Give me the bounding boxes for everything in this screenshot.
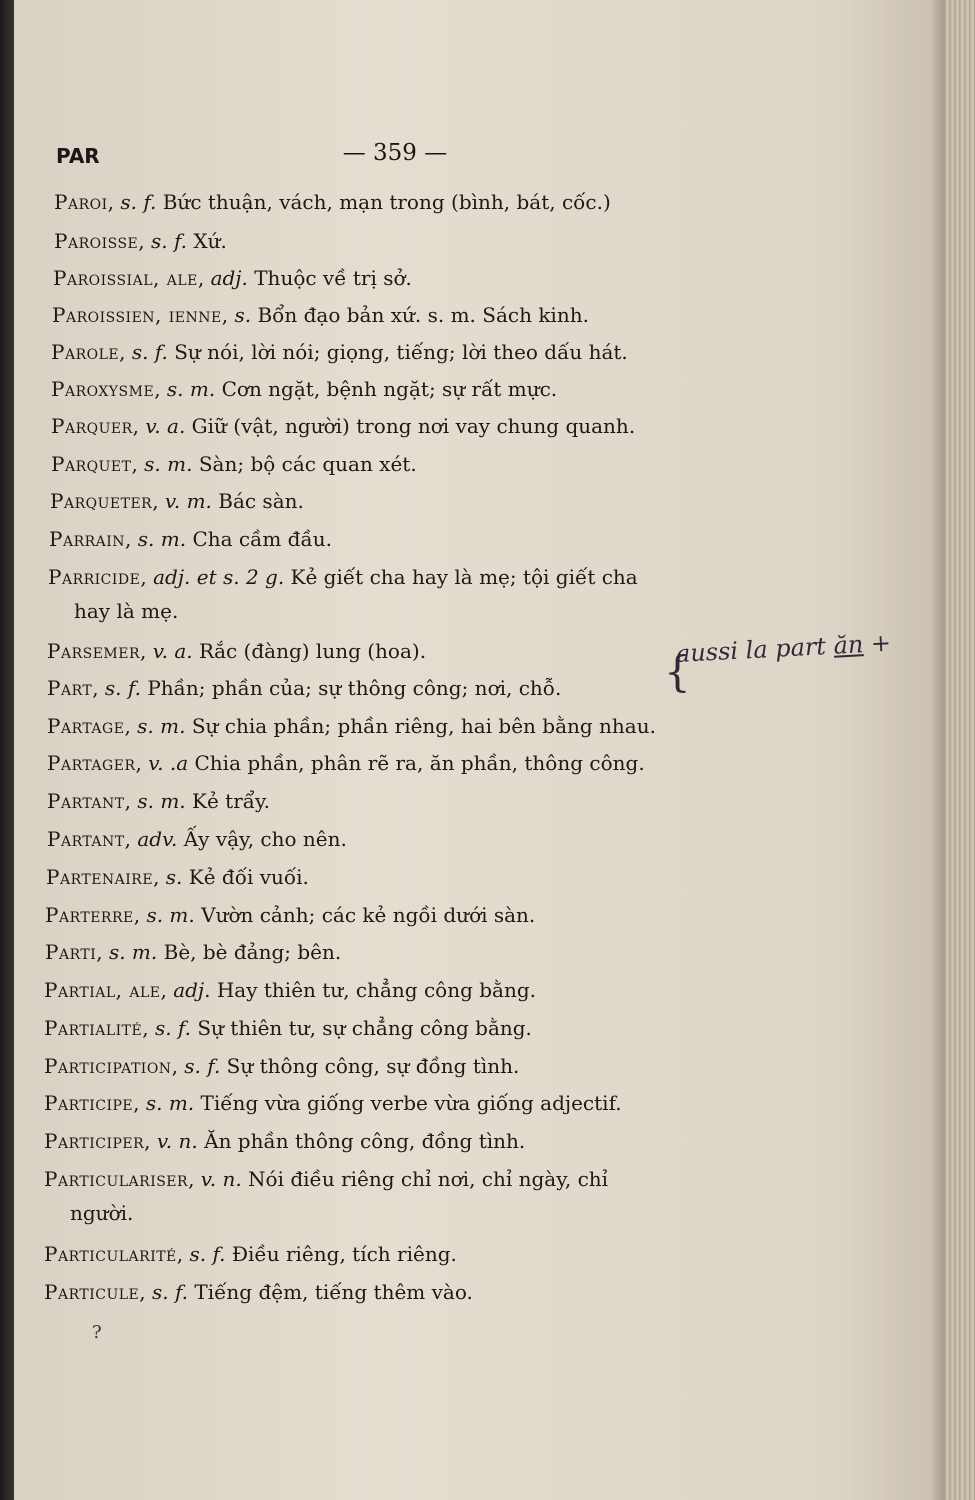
entry-definition: Xứ. (193, 229, 227, 253)
entry-definition: Thuộc về trị sở. (254, 266, 412, 290)
entry-headword: Parole (51, 340, 120, 364)
entry-headword: Parti (45, 940, 97, 964)
entry-definition: Cơn ngặt, bệnh ngặt; sự rất mực. (221, 377, 558, 401)
entry-headword: Partant (47, 789, 125, 813)
entry-grammar: v. .a (148, 751, 189, 775)
dictionary-entry: Partage, s. m. Sự chia phần; phần riêng, hai bên bằng nhau. (47, 714, 656, 738)
dictionary-entry: Parqueter, v. m. Bác sàn. (50, 489, 304, 513)
dictionary-entry: Parole, s. f. Sự nói, lời nói; giọng, tiếng; lời theo dấu hát. (51, 340, 628, 364)
entry-headword: Participer (44, 1129, 145, 1153)
entry-headword: Parquer (51, 414, 133, 438)
entry-definition-continued: người. (70, 1201, 134, 1225)
entry-grammar: v. a. (152, 639, 193, 663)
entry-definition: Chia phần, phân rẽ ra, ăn phần, thông công. (194, 751, 645, 775)
entry-definition: Kẻ trẩy. (192, 789, 271, 813)
entry-grammar: s. m. (137, 527, 187, 551)
dictionary-entry: Parquet, s. m. Sàn; bộ các quan xét. (51, 452, 417, 476)
entry-grammar: adv. (137, 827, 178, 851)
entry-headword: Partage (47, 714, 125, 738)
entry-headword: Paroi (54, 190, 108, 214)
entry-grammar: s. f. (131, 340, 168, 364)
entry-definition: Sự chia phần; phần riêng, hai bên bằng nhau. (191, 714, 656, 738)
dictionary-entry: Parti, s. m. Bè, bè đảng; bên. (45, 940, 342, 964)
entry-definition: Tiếng vừa giống verbe vừa giống adjectif. (200, 1091, 622, 1115)
dictionary-entry: Part, s. f. Phần; phần của; sự thông công; nơi, chỗ. (47, 676, 562, 700)
dictionary-entry: Partial, ale, adj. Hay thiên tư, chẳng công bằng. (44, 978, 536, 1002)
entry-grammar: s. m. (145, 1091, 195, 1115)
entry-headword: Parricide (48, 565, 141, 589)
dictionary-entry: Parsemer, v. a. Rắc (đàng) lung (hoa). (47, 639, 427, 663)
entry-grammar: s. f. (189, 1242, 226, 1266)
entry-grammar: v. m. (164, 489, 212, 513)
entry-headword: Paroxysme (51, 377, 155, 401)
dictionary-entry: Paroi, s. f. Bức thuận, vách, mạn trong (bình, bát, cốc.) (54, 190, 611, 214)
dictionary-entry: Partager, v. .a Chia phần, phân rẽ ra, ăn phần, thông công. (47, 751, 645, 775)
entry-definition: Phần; phần của; sự thông công; nơi, chỗ. (147, 676, 562, 700)
entry-headword: Parrain (49, 527, 126, 551)
dictionary-entry: Participation, s. f. Sự thông công, sự đồng tình. (44, 1054, 520, 1078)
entry-headword: Partant (47, 827, 125, 851)
dictionary-entry: Particule, s. f. Tiếng đệm, tiếng thêm vào. (44, 1280, 473, 1304)
entry-headword: Partial, ale (44, 978, 161, 1002)
entry-definition: Nói điều riêng chỉ nơi, chỉ ngày, chỉ (248, 1167, 609, 1191)
entry-grammar: s. f. (151, 1280, 189, 1304)
dictionary-entry: Paroxysme, s. m. Cơn ngặt, bệnh ngặt; sự rất mực. (51, 377, 558, 401)
margin-note-plus: + (870, 628, 892, 658)
entry-definition: Sàn; bộ các quan xét. (198, 452, 417, 476)
entry-headword: Paroissien, ienne (52, 303, 222, 327)
entry-headword: Parsemer (47, 639, 141, 663)
entry-headword: Paroisse (54, 229, 139, 253)
entry-grammar: v. n. (200, 1167, 242, 1191)
dictionary-entry: Particularité, s. f. Điều riêng, tích riêng. (44, 1242, 457, 1266)
margin-note-underlined: ăn (832, 630, 864, 660)
entry-definition: Ấy vậy, cho nên. (183, 827, 347, 851)
entry-definition: Bổn đạo bản xứ. s. m. Sách kinh. (257, 303, 589, 327)
entry-definition: Bức thuận, vách, mạn trong (bình, bát, cốc.) (162, 190, 611, 214)
entry-definition: Vườn cảnh; các kẻ ngồi dưới sàn. (201, 903, 536, 927)
entry-headword: Partialité (44, 1016, 143, 1040)
dictionary-entry: Participer, v. n. Ăn phần thông công, đồng tình. (44, 1129, 526, 1153)
entry-grammar: s. m. (146, 903, 195, 927)
entry-definition-continued: hay là mẹ. (74, 599, 179, 623)
entry-definition: Bè, bè đảng; bên. (163, 940, 342, 964)
entry-headword: Particulariser (44, 1167, 189, 1191)
dictionary-entry: Partialité, s. f. Sự thiên tư, sự chẳng công bằng. (44, 1016, 532, 1040)
footer-mark: ? (92, 1322, 102, 1343)
entry-grammar: adj. (173, 978, 211, 1002)
entry-grammar: s. f. (154, 1016, 191, 1040)
dictionary-entry: Parterre, s. m. Vườn cảnh; các kẻ ngồi dưới sàn. (45, 903, 536, 927)
dictionary-entry: Partant, adv. Ấy vậy, cho nên. (47, 827, 347, 851)
entry-grammar: s. m. (166, 377, 216, 401)
margin-bracket-left: { (664, 647, 691, 696)
entry-grammar: s. m. (144, 452, 193, 476)
dictionary-entry: Paroisse, s. f. Xứ. (54, 229, 227, 253)
dictionary-entry: Parquer, v. a. Giữ (vật, người) trong nơi vay chung quanh. (51, 414, 636, 438)
entry-definition: Ăn phần thông công, đồng tình. (204, 1129, 526, 1153)
entry-definition: Cha cầm đầu. (192, 527, 332, 551)
entry-headword: Particularité (44, 1242, 177, 1266)
dictionary-entry: Partenaire, s. Kẻ đối vuối. (46, 865, 309, 889)
dictionary-entry: Partant, s. m. Kẻ trẩy. (47, 789, 271, 813)
entry-headword: Particule (44, 1280, 140, 1304)
entry-definition: Bác sàn. (218, 489, 304, 513)
entry-headword: Partager (47, 751, 136, 775)
page-stack-edge (945, 0, 975, 1500)
entry-grammar: v. n. (156, 1129, 198, 1153)
entry-grammar: adj. et s. 2 g. (153, 565, 285, 589)
entry-definition: Giữ (vật, người) trong nơi vay chung quanh. (191, 414, 636, 438)
entry-grammar: adj. (210, 266, 248, 290)
entry-grammar: s. m. (137, 789, 186, 813)
entry-headword: Part (47, 676, 93, 700)
entry-definition: Sự thiên tư, sự chẳng công bằng. (197, 1016, 532, 1040)
entry-grammar: s. m. (137, 714, 186, 738)
page-number: — 359 — (342, 140, 448, 166)
entry-grammar: s. (165, 865, 183, 889)
entry-headword: Parterre (45, 903, 134, 927)
section-label: PAR (56, 144, 100, 168)
entry-definition: Sự thông công, sự đồng tình. (226, 1054, 520, 1078)
entry-grammar: s. f. (151, 229, 188, 253)
entry-headword: Parqueter (50, 489, 153, 513)
dictionary-entry: Paroissial, ale, adj. Thuộc về trị sở. (53, 266, 412, 290)
entry-grammar: s. (234, 303, 252, 327)
entry-headword: Parquet (51, 452, 132, 476)
entry-grammar: s. f. (120, 190, 157, 214)
dictionary-entry: Parricide, adj. et s. 2 g. Kẻ giết cha hay là mẹ; tội giết cha hay là mẹ. (48, 562, 638, 592)
entry-definition: Hay thiên tư, chẳng công bằng. (216, 978, 536, 1002)
entry-headword: Partenaire (46, 865, 154, 889)
dictionary-entry: Particulariser, v. n. Nói điều riêng chỉ nơi, chỉ ngày, chỉ người. (44, 1164, 608, 1194)
margin-note-text: aussi la part (675, 632, 827, 668)
entry-grammar: v. a. (145, 414, 186, 438)
entry-definition: Kẻ giết cha hay là mẹ; tội giết cha (290, 565, 638, 589)
entry-grammar: s. f. (104, 676, 141, 700)
dictionary-entry: Paroissien, ienne, s. Bổn đạo bản xứ. s. m. Sách kinh. (52, 303, 589, 327)
entry-definition: Điều riêng, tích riêng. (231, 1242, 457, 1266)
entry-definition: Kẻ đối vuối. (188, 865, 309, 889)
entry-definition: Rắc (đàng) lung (hoa). (199, 639, 427, 663)
entry-grammar: s. f. (184, 1054, 221, 1078)
entry-headword: Paroissial, ale (53, 266, 198, 290)
entry-headword: Participation (44, 1054, 172, 1078)
dictionary-entry: Parrain, s. m. Cha cầm đầu. (49, 527, 332, 551)
entry-grammar: s. m. (108, 940, 158, 964)
entry-definition: Tiếng đệm, tiếng thêm vào. (194, 1280, 473, 1304)
entry-definition: Sự nói, lời nói; giọng, tiếng; lời theo dấu hát. (174, 340, 628, 364)
dictionary-entry: Participe, s. m. Tiếng vừa giống verbe vừa giống adjectif. (44, 1091, 622, 1115)
entry-headword: Participe (44, 1091, 134, 1115)
